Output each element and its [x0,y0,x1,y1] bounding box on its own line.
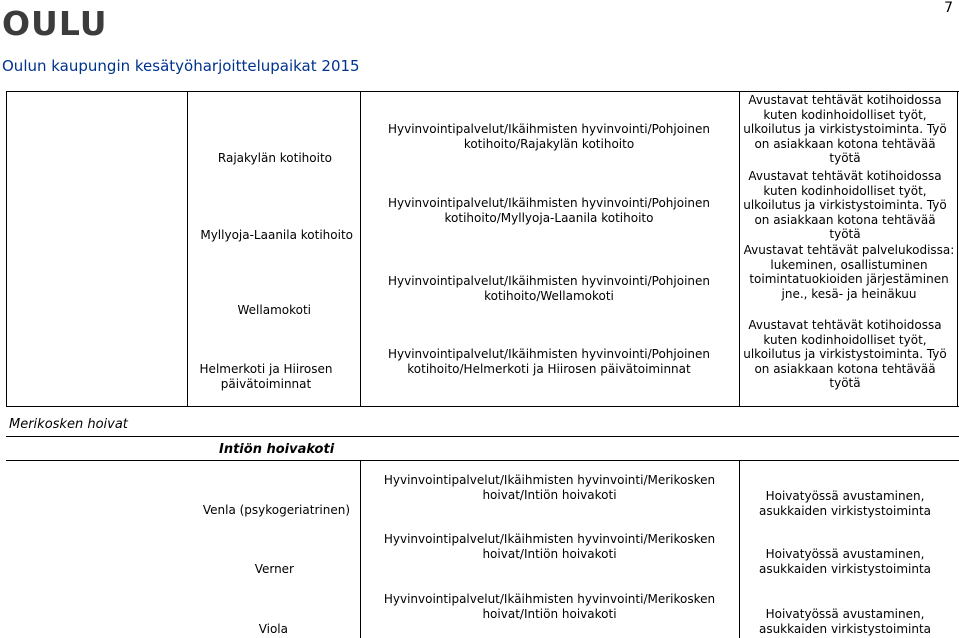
row-name: Venla (psykogeriatrinen) [202,503,350,517]
page-number: 7 [944,0,953,16]
col-divider-3 [739,91,740,407]
row-name: Wellamokoti [237,303,311,317]
row-path: Hyvinvointipalvelut/Ikäihmisten hyvinvointi/Pohjoinen kotihoito/Helmerkoti ja Hiirosen päivätoiminnat [388,347,710,376]
row-name: Rajakylän kotihoito [217,151,332,165]
row-path: Hyvinvointipalvelut/Ikäihmisten hyvinvointi/Pohjoinen kotihoito/Myllyoja-Laanila kotihoito [388,196,710,225]
row-name: Verner [254,562,294,576]
row-description: Hoivatyössä avustaminen, asukkaiden virkistystoiminta [758,607,932,636]
section1-bottom-border [6,406,959,407]
table-right-border [957,91,958,407]
subsection-heading: Intiön hoivakoti [219,442,335,457]
col-divider-2 [360,91,361,407]
row-description: Avustavat tehtävät kotihoidossa kuten kodinhoidolliset työt, ulkoilutus ja virkistystoiminta. Työ on asiakkaan kotona tehtävää työtä [743,318,947,391]
row-path: Hyvinvointipalvelut/Ikäihmisten hyvinvointi/Pohjoinen kotihoito/Wellamokoti [388,274,710,303]
col-divider-1 [187,91,188,407]
oulu-logo: OULU [2,4,108,43]
row-description: Hoivatyössä avustaminen, asukkaiden virkistystoiminta [758,489,932,518]
row-name: Helmerkoti ja Hiirosen päivätoiminnat [199,362,333,391]
section2-col-divider-2 [739,460,740,638]
table-left-border [6,91,7,407]
subsection-top-border [6,436,959,437]
section2-col-divider-1 [360,460,361,638]
table-top-border [6,91,959,92]
row-name: Myllyoja-Laanila kotihoito [200,228,353,242]
row-name: Viola [258,622,288,636]
row-path: Hyvinvointipalvelut/Ikäihmisten hyvinvointi/Merikosken hoivat/Intiön hoivakoti [383,592,716,621]
row-description: Avustavat tehtävät palvelukodissa: lukeminen, osallistuminen toimintatuokioiden järjestäminen jne., kesä- ja heinäkuu [743,243,955,301]
section2-header-bottom [6,460,959,461]
row-path: Hyvinvointipalvelut/Ikäihmisten hyvinvointi/Merikosken hoivat/Intiön hoivakoti [383,473,716,502]
row-description: Hoivatyössä avustaminen, asukkaiden virkistystoiminta [758,547,932,576]
document-subtitle: Oulun kaupungin kesätyöharjoittelupaikat 2015 [2,57,360,75]
row-description: Avustavat tehtävät kotihoidossa kuten kodinhoidolliset työt, ulkoilutus ja virkistystoiminta. Työ on asiakkaan kotona tehtävää työtä [743,169,947,242]
section-heading: Merikosken hoivat [9,417,128,432]
row-description: Avustavat tehtävät kotihoidossa kuten kodinhoidolliset työt, ulkoilutus ja virkistystoiminta. Työ on asiakkaan kotona tehtävää työtä [743,93,947,166]
row-path: Hyvinvointipalvelut/Ikäihmisten hyvinvointi/Pohjoinen kotihoito/Rajakylän kotihoito [388,122,710,151]
row-path: Hyvinvointipalvelut/Ikäihmisten hyvinvointi/Merikosken hoivat/Intiön hoivakoti [383,532,716,561]
